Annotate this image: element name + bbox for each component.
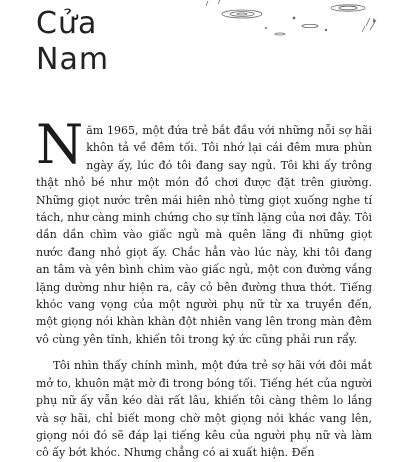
chapter-title [36, 6, 109, 78]
chapter-title-line2: Nam [36, 42, 110, 77]
paragraph-2: Tôi nhìn thấy chính mình, một đứa trẻ sợ hãi với đôi mắt mở to, khuôn mặt mờ đi trong bóng tối. Tiếng hét của người phụ nữ ấy vẫn kéo dài rất lâu, khiến tôi càng thêm lo lắng và sợ hãi, chỉ biết mong chờ một giọng nói khác vang lên, giọng nói đó sẽ đáp lại tiếng kêu của người phụ nữ và làm cô ấy bớt khóc. Nhưng chẳng có ai xuất hiện. Đến [36, 359, 372, 460]
paragraph-1-text: ăm 1965, một đứa trẻ bắt đầu với những nỗi sợ hãi khôn tả về đêm tối. Tôi nhớ lại cái đêm mưa phùn ngày ấy, lúc đó tôi đang say ngủ. Tôi khi ấy trông thật nhỏ bé như một món đồ chơi được đặt trên giường. Những giọt nước trên mái hiên nhỏ từng giọt xuống nghe tí tách, như càng minh chứng cho sự tĩnh lặng của nơi đây. Tôi dần dần chìm vào giấc ngủ mà quên lãng đi những giọt nước đang nhỏ giọt ấy. Chắc hẳn vào lúc này, khi tôi đang an tâm và yên bình chìm vào giấc ngủ, một con đường vắng lặng dường như hiện ra, cây cỏ bên đường thưa thớt. Tiếng khóc vang vọng của một người phụ nữ từ xa truyền đến, một giọng nói khàn khàn đột nhiên vang lên trong màn đêm vô cùng yên tĩnh, khiến tôi trong ký ức cũng phải run rẩy. [36, 124, 372, 346]
paragraph-1 [36, 113, 372, 348]
drop-cap: N [36, 113, 84, 176]
raindrop-ripple-illustration [170, 0, 400, 40]
chapter-title-line1: Cửa [36, 6, 98, 41]
chapter-body [36, 113, 372, 462]
